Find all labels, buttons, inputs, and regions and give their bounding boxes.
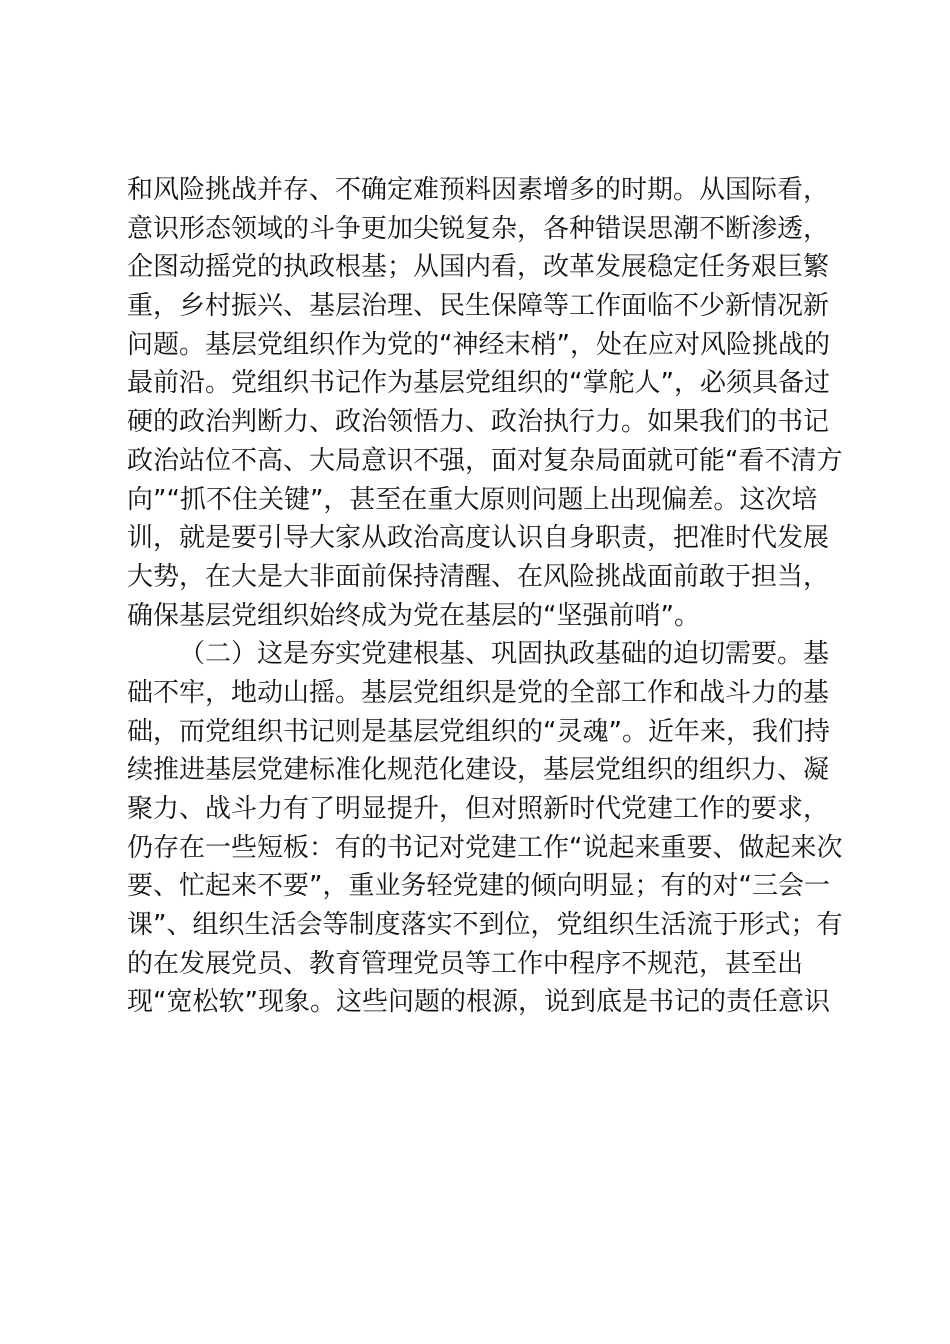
text-line: 政治站位不高、大局意识不强，面对复杂局面就可能“看不清方: [127, 445, 843, 476]
text-line: 向”“抓不住关键”，甚至在重大原则问题上出现偏差。这次培: [127, 484, 818, 515]
body-text: [127, 171, 843, 1022]
text-line: 聚力、战斗力有了明显提升，但对照新时代党建工作的要求，: [127, 794, 830, 824]
text-line: 重，乡村振兴、基层治理、民生保障等工作面临不少新情况新: [127, 291, 830, 322]
text-line: 的在发展党员、教育管理党员等工作中程序不规范，甚至出: [127, 948, 804, 979]
text-line: 企图动摇党的执政根基；从国内看，改革发展稳定任务艰巨繁: [127, 252, 830, 283]
text-line: 础不牢，地动山摇。基层党组织是党的全部工作和战斗力的基: [127, 677, 830, 708]
text-line: 续推进基层党建标准化规范化建设，基层党组织的组织力、凝: [127, 755, 830, 786]
text-line: 仍存在一些短板：有的书记对党建工作“说起来重要、做起来次: [127, 832, 843, 863]
text-line: 确保基层党组织始终成为党在基层的“坚强前哨”。: [127, 600, 700, 631]
text-line: 最前沿。党组织书记作为基层党组织的“掌舵人”，必须具备过: [127, 368, 830, 399]
section-heading-line: （二）这是夯实党建根基、巩固执政基础的迫切需要。基: [179, 639, 830, 670]
text-line: 现“宽松软”现象。这些问题的根源，说到底是书记的责任意识: [127, 987, 830, 1018]
text-line: 要、忙起来不要”，重业务轻党建的倾向明显；有的对“三会一: [127, 871, 830, 902]
text-line: 课”、组织生活会等制度落实不到位，党组织生活流于形式；有: [127, 910, 843, 941]
text-line: 大势，在大是大非面前保持清醒、在风险挑战面前敢于担当，: [127, 561, 830, 592]
text-line: 和风险挑战并存、不确定难预料因素增多的时期。从国际看，: [127, 175, 830, 205]
text-line: 础，而党组织书记则是基层党组织的“灵魂”。近年来，我们持: [127, 716, 830, 747]
text-line: 问题。基层党组织作为党的“神经末梢”，处在应对风险挑战的: [127, 329, 830, 360]
text-line: 硬的政治判断力、政治领悟力、政治执行力。如果我们的书记: [127, 407, 830, 438]
text-line: 训，就是要引导大家从政治高度认识自身职责，把准时代发展: [127, 523, 830, 554]
text-line: 意识形态领域的斗争更加尖锐复杂，各种错误思潮不断渗透，: [127, 213, 830, 244]
